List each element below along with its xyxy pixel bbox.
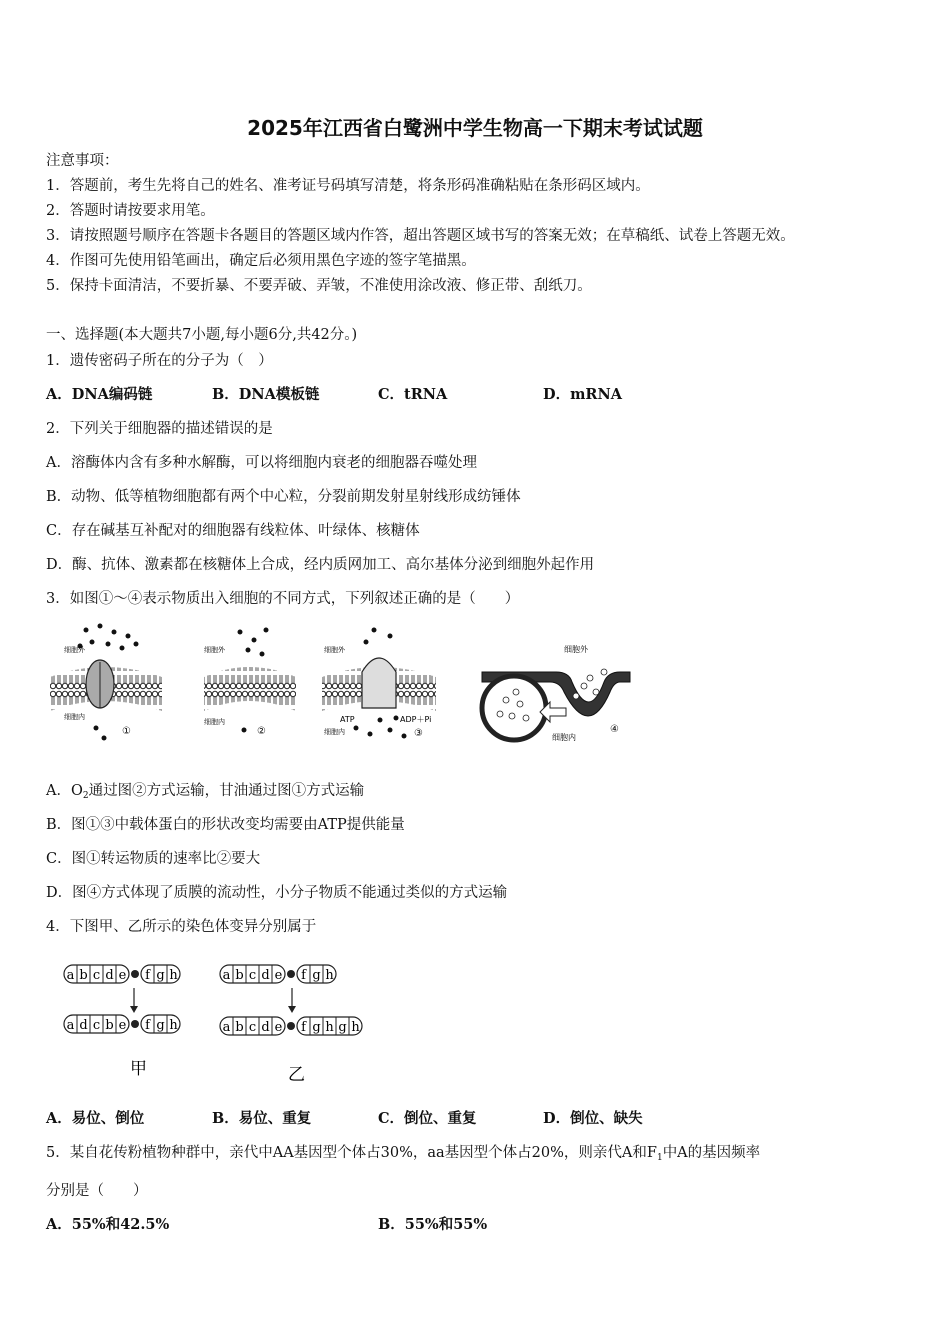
yi-arrowhead [288,1006,296,1013]
gene-label: h [325,1020,334,1035]
q1-option-c: C．tRNA [378,386,448,403]
gene-label: a [66,1018,75,1033]
panel-3-mark: ③ [414,728,423,739]
q5-options [46,1215,906,1235]
gene-label: g [338,1020,347,1035]
gene-label: e [118,968,127,983]
gene-label: f [301,1020,306,1035]
q4-option-d: D．倒位、缺失 [543,1110,643,1127]
panel-3-outside-label: 细胞外 [324,646,345,654]
q1-stem: 1．遗传密码子所在的分子为（ ） [46,353,273,369]
gene-label: f [145,968,150,983]
gene-label: a [66,968,75,983]
section-heading: 一、选择题(本大题共7小题,每小题6分,共42分。) [46,327,358,343]
gene-label: a [222,968,231,983]
gene-label: g [156,1018,165,1033]
q5-option-b: B．55%和55% [378,1216,488,1233]
q4-stem: 4．下图甲、乙所示的染色体变异分别属于 [46,919,317,935]
panel-3-adp-label: ADP＋Pi [400,715,432,724]
jia-arrowhead [130,1006,138,1013]
panel-1 [50,624,162,741]
gene-label: d [261,968,270,983]
gene-label: h [169,968,178,983]
panel-3 [322,628,436,740]
q4-option-b: B．易位、重复 [212,1110,312,1127]
q3-option-b: B．图①③中载体蛋白的形状改变均需要由ATP提供能量 [46,817,405,833]
q3-option-d: D．图④方式体现了质膜的流动性，小分子物质不能通过类似的方式运输 [46,885,508,901]
yi-chromosome-after [220,1017,362,1035]
gene-label: a [222,1020,231,1035]
q2-stem: 2．下列关于细胞器的描述错误的是 [46,421,273,437]
yi-chromosome-before [220,965,336,983]
gene-label: f [301,968,306,983]
q1-option-b: B．DNA模板链 [212,386,320,403]
centromere [287,1022,295,1030]
q2-option-b: B．动物、低等植物细胞都有两个中心粒，分裂前期发射星射线形成纺锤体 [46,489,521,505]
gene-label: c [92,1018,101,1033]
q5-option-a: A．55%和42.5% [46,1216,170,1233]
panel-3-atp-label: ATP [340,715,355,724]
gene-label: h [351,1020,360,1035]
notice-item-5: 5．保持卡面清洁，不要折暴、不要弄破、弄皱，不准使用涂改液、修正带、刮纸刀。 [46,278,592,294]
panel-4-inside-label: 细胞内 [552,733,576,742]
panel-4-outside-label: 细胞外 [564,645,588,654]
gene-label: e [274,968,283,983]
q4-options [46,1109,906,1129]
label-yi: 乙 [288,1065,305,1085]
gene-label: b [105,1018,114,1033]
gene-label: c [92,968,101,983]
gene-label: h [325,968,334,983]
q3-option-a: A．$O_2$通过图②方式运输，甘油通过图①方式运输 [46,783,365,801]
panel-1-outside-label: 细胞外 [64,646,85,654]
gene-label: f [145,1018,150,1033]
panel-3-inside-label: 细胞内 [324,728,345,736]
q4-option-c: C．倒位、重复 [378,1110,477,1127]
q2-option-a: A．溶酶体内含有多种水解酶，可以将细胞内衰老的细胞器吞噬处理 [46,455,477,471]
gene-label: c [248,968,257,983]
panel-4-mark: ④ [610,724,619,735]
panel-4 [482,644,630,742]
label-jia: 甲 [130,1059,147,1079]
gene-label: b [235,968,244,983]
q3-stem: 3．如图①～④表示物质出入细胞的不同方式，下列叙述正确的是（ ） [46,591,520,607]
gene-label: g [312,1020,321,1035]
q3-option-c: C．图①转运物质的速率比②要大 [46,851,261,867]
q4-option-a: A．易位、倒位 [46,1110,145,1127]
centromere [287,970,295,978]
panel-2-outside-label: 细胞外 [204,646,225,654]
q1-option-a: A．DNA编码链 [46,386,153,403]
notice-item-3: 3．请按照题号顺序在答题卡各题目的答题区域内作答，超出答题区域书写的答案无效；在草稿纸、试卷上答题无效。 [46,228,795,244]
gene-label: g [156,968,165,983]
notice-item-1: 1．答题前，考生先将自己的姓名、准考证号码填写清楚，将条形码准确粘贴在条形码区域内。 [46,178,650,194]
q1-option-d: D．mRNA [543,386,622,403]
gene-label: g [312,968,321,983]
gene-label: d [261,1020,270,1035]
q2-option-d: D．酶、抗体、激素都在核糖体上合成，经内质网加工、高尔基体分泌到细胞外起作用 [46,557,595,573]
gene-label: h [169,1018,178,1033]
jia-chromosome-after [64,1015,180,1033]
gene-label: d [79,1018,88,1033]
notice-item-2: 2．答题时请按要求用笔。 [46,203,215,219]
gene-label: e [118,1018,127,1033]
centromere [131,1020,139,1028]
page-title: 2025年江西省白鹭洲中学生物高一下期末考试试题 [247,116,703,140]
notice-heading: 注意事项： [46,153,119,169]
jia-chromosome-before [64,965,180,983]
gene-label: b [79,968,88,983]
panel-2-inside-label: 细胞内 [204,718,225,726]
q2-option-c: C．存在碱基互补配对的细胞器有线粒体、叶绿体、核糖体 [46,523,420,539]
centromere [131,970,139,978]
panel-1-mark: ① [122,726,131,737]
panel-2 [204,628,296,738]
gene-label: c [248,1020,257,1035]
gene-label: e [274,1020,283,1035]
q5-stem-line2: 分别是（ ） [46,1183,148,1199]
q1-options [46,385,906,405]
notice-item-4: 4．作图可先使用铅笔画出，确定后必须用黑色字迹的签字笔描黑。 [46,253,476,269]
panel-1-inside-label: 细胞内 [64,713,85,721]
membrane-transport-figure [44,622,644,752]
gene-label: d [105,968,114,983]
chromosome-variation-figure [60,956,400,1086]
q5-stem: 5．某自花传粉植物种群中，亲代中AA基因型个体占30%，aa基因型个体占20%，则亲代A和$F_1$中A的基因频率 [46,1145,761,1163]
panel-2-mark: ② [257,726,266,737]
gene-label: b [235,1020,244,1035]
